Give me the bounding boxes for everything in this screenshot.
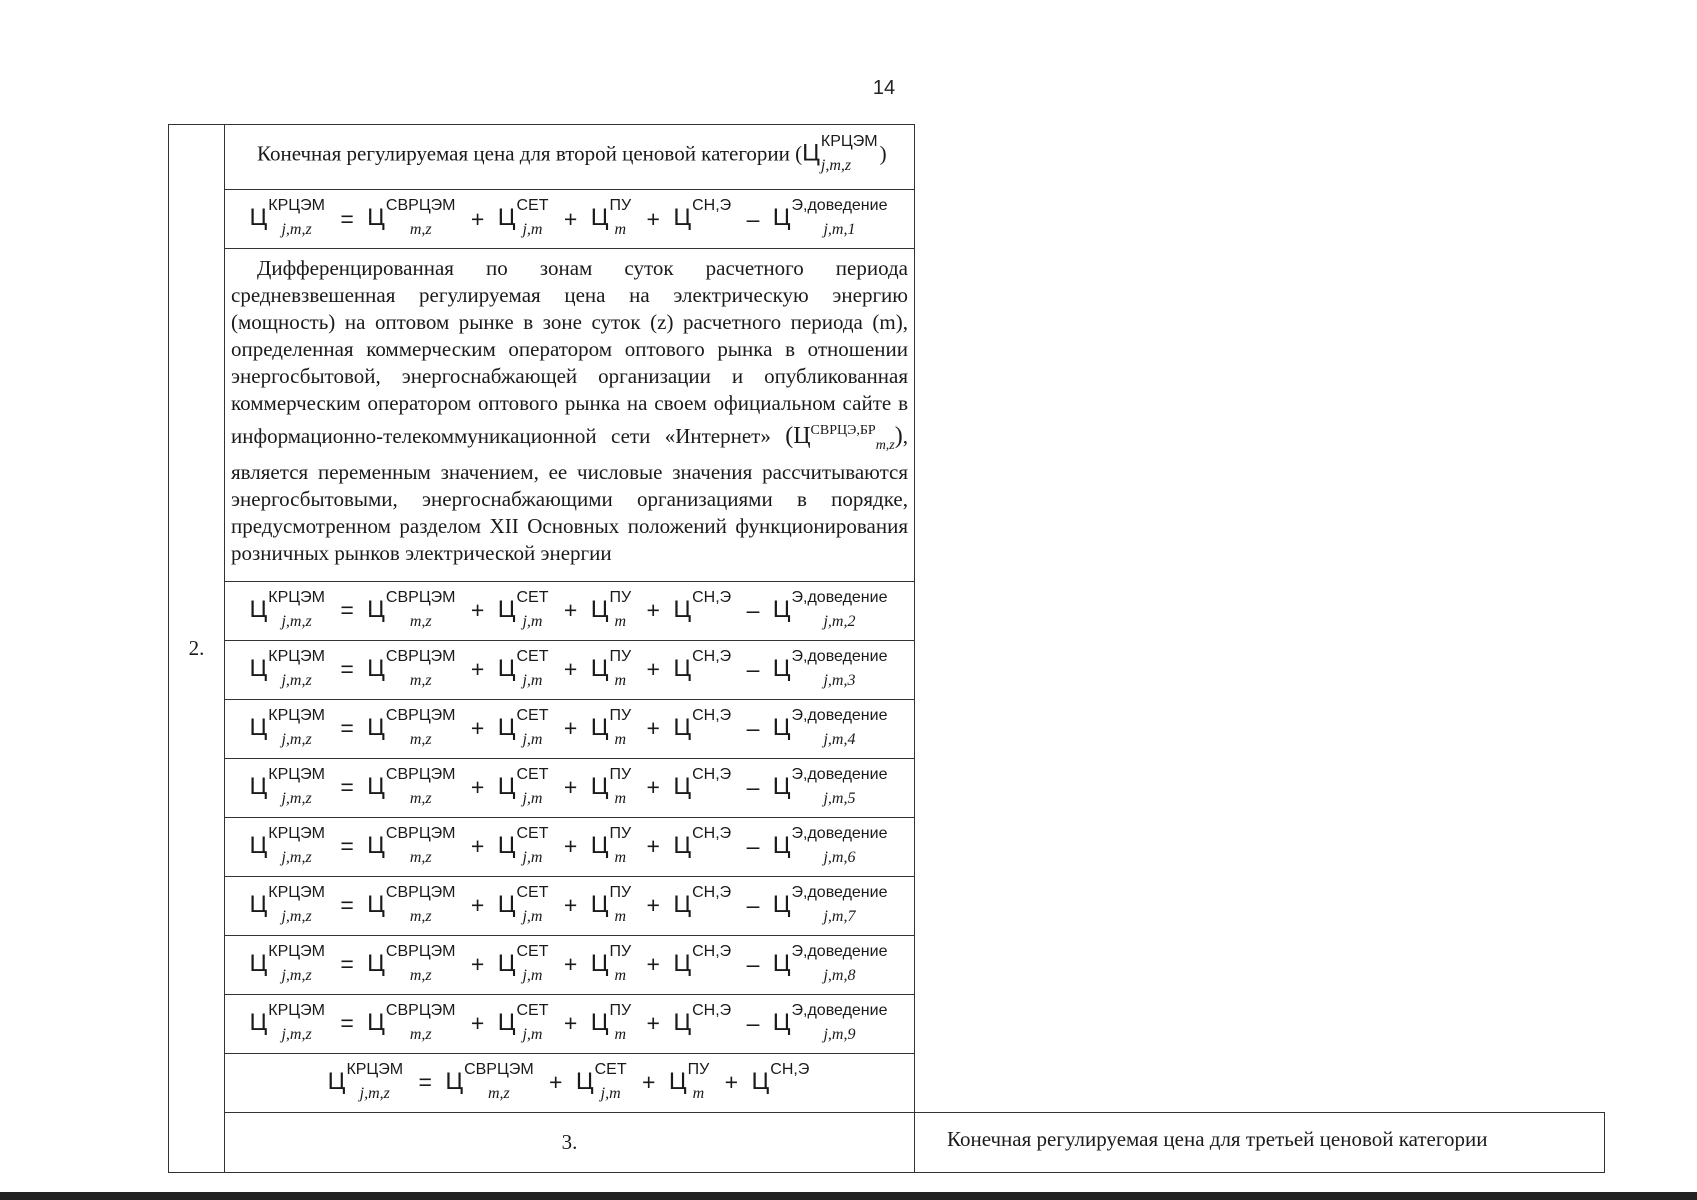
minus-sign: – bbox=[746, 774, 760, 801]
minus-sign: – bbox=[746, 892, 760, 919]
section2-heading-row bbox=[169, 125, 1605, 190]
equals-sign: = bbox=[340, 1010, 354, 1037]
adjustment-term: Ц Э,доведение j,m,8 bbox=[772, 942, 888, 984]
equals-sign: = bbox=[340, 656, 354, 683]
equals-sign: = bbox=[418, 1069, 432, 1096]
inline-price-symbol: $(Ц^{СВРЦЭ,БР}_{m,z})$ bbox=[785, 423, 903, 453]
price-formula bbox=[249, 824, 890, 866]
supplier-markup-term: Ц СН,Э bbox=[673, 197, 732, 232]
network-price-term: Ц СЕТ j,m bbox=[497, 824, 549, 866]
equals-sign: = bbox=[340, 715, 354, 742]
lhs-term: Ц КРЦЭМ j,m,z bbox=[249, 588, 325, 630]
price-formula bbox=[327, 1060, 812, 1102]
formula-cell bbox=[225, 699, 915, 758]
supplier-markup-term: Ц СН,Э bbox=[673, 647, 732, 682]
plus-sign: + bbox=[470, 833, 485, 860]
price-formula bbox=[249, 1001, 890, 1043]
plus-sign: + bbox=[563, 715, 578, 742]
paragraph-part-1: Дифференцированная по зонам суток расчетного периода средневзвешенная регулируемая цена на электрическую энергию (мощность) на оптовом рынке в зоне суток (z) расчетного периода (m), определенная коммерческим оператором оптового рынка в отношении энергосбытовой, энергоснабжающей организации и опубликованная коммерческим оператором оптового рынка на своем официальном сайте в информационно-телекоммуникационной сети «Интернет» bbox=[231, 256, 908, 448]
lhs-term: Ц КРЦЭМ j,m,z bbox=[249, 1001, 325, 1043]
formula-row bbox=[169, 817, 1605, 876]
adjustment-term: Ц Э,доведение j,m,4 bbox=[772, 706, 888, 748]
supplier-markup-term: Ц СН,Э bbox=[673, 824, 732, 859]
infrastructure-price-term: Ц ПУ m bbox=[668, 1060, 710, 1102]
section2-heading-close: ) bbox=[879, 141, 887, 166]
equals-sign: = bbox=[340, 833, 354, 860]
plus-sign: + bbox=[470, 205, 485, 232]
price-formula bbox=[249, 883, 890, 925]
lhs-term: Ц КРЦЭМ j,m,z bbox=[249, 647, 325, 689]
supplier-markup-term: Ц СН,Э bbox=[673, 765, 732, 800]
plus-sign: + bbox=[724, 1069, 739, 1096]
plus-sign: + bbox=[563, 656, 578, 683]
plus-sign: + bbox=[470, 892, 485, 919]
infrastructure-price-term: Ц ПУ m bbox=[590, 1001, 632, 1043]
paragraph-part-2: , является переменным значением, ее числовые значения рассчитываются энергосбытовыми, энергоснабжающими организациями в порядке, предусмотренном разделом XII Основных положений функционирования розничных рынков электрической энергии bbox=[231, 424, 908, 565]
plus-sign: + bbox=[470, 715, 485, 742]
infrastructure-price-term: Ц ПУ m bbox=[590, 942, 632, 984]
formula-cell bbox=[225, 190, 915, 249]
section2-heading-text: Конечная регулируемая цена для второй ценовой категории ( bbox=[257, 141, 803, 166]
price-formula bbox=[249, 588, 890, 630]
supplier-markup-term: Ц СН,Э bbox=[673, 706, 732, 741]
network-price-term: Ц СЕТ j,m bbox=[497, 765, 549, 807]
wholesale-price-term: Ц СВРЦЭМ m,z bbox=[367, 1001, 456, 1043]
lhs-term: Ц КРЦЭМ j,m,z bbox=[249, 706, 325, 748]
equals-sign: = bbox=[340, 597, 354, 624]
supplier-markup-term: Ц СН,Э bbox=[751, 1060, 810, 1095]
adjustment-term: Ц Э,доведение j,m,3 bbox=[772, 647, 888, 689]
infrastructure-price-term: Ц ПУ m bbox=[590, 706, 632, 748]
adjustment-term: Ц Э,доведение j,m,9 bbox=[772, 1001, 888, 1043]
formula-row bbox=[169, 581, 1605, 640]
wholesale-price-term: Ц СВРЦЭМ m,z bbox=[367, 765, 456, 807]
plus-sign: + bbox=[549, 1069, 563, 1096]
adjustment-term: Ц Э,доведение j,m,7 bbox=[772, 883, 888, 925]
plus-sign: + bbox=[563, 597, 578, 624]
lhs-term: Ц КРЦЭМ j,m,z bbox=[327, 1060, 404, 1102]
plus-sign: + bbox=[646, 715, 660, 742]
section2-number: 2. bbox=[169, 125, 225, 1173]
lhs-term: Ц КРЦЭМ j,m,z bbox=[249, 824, 325, 866]
formula-cell bbox=[225, 876, 915, 935]
formula-cell bbox=[225, 640, 915, 699]
adjustment-term: Ц Э,доведение j,m,1 bbox=[772, 197, 888, 238]
formula-cell bbox=[225, 935, 915, 994]
plus-sign: + bbox=[470, 951, 485, 978]
plus-sign: + bbox=[646, 1010, 660, 1037]
price-formula bbox=[249, 647, 890, 689]
plus-sign: + bbox=[646, 774, 660, 801]
section3-row bbox=[169, 1112, 1605, 1172]
plus-sign: + bbox=[646, 597, 660, 624]
formula-row bbox=[169, 699, 1605, 758]
network-price-term: Ц СЕТ j,m bbox=[497, 647, 549, 689]
wholesale-price-term: Ц СВРЦЭМ m,z bbox=[367, 706, 456, 748]
network-price-term: Ц СЕТ j,m bbox=[497, 706, 549, 748]
plus-sign: + bbox=[642, 1069, 656, 1096]
minus-sign: – bbox=[746, 205, 760, 232]
infrastructure-price-term: Ц ПУ m bbox=[590, 588, 632, 630]
infrastructure-price-term: Ц ПУ m bbox=[590, 647, 632, 689]
plus-sign: + bbox=[646, 892, 660, 919]
wholesale-price-term: Ц СВРЦЭМ m,z bbox=[367, 197, 456, 238]
supplier-markup-term: Ц СН,Э bbox=[673, 1001, 732, 1036]
formula-row bbox=[169, 994, 1605, 1053]
price-table bbox=[168, 124, 1605, 1173]
price-formula bbox=[249, 706, 890, 748]
plus-sign: + bbox=[646, 951, 660, 978]
lhs-term: Ц КРЦЭМ j,m,z bbox=[249, 765, 325, 807]
network-price-term: Ц СЕТ j,m bbox=[497, 1001, 549, 1043]
formula-cell bbox=[225, 581, 915, 640]
page-number: 14 bbox=[872, 77, 896, 99]
supplier-markup-term: Ц СН,Э bbox=[673, 942, 732, 977]
equals-sign: = bbox=[340, 774, 354, 801]
adjustment-term: Ц Э,доведение j,m,5 bbox=[772, 765, 888, 807]
section2-paragraph bbox=[225, 249, 914, 581]
price-formula bbox=[249, 197, 890, 238]
minus-sign: – bbox=[746, 951, 760, 978]
wholesale-price-term: Ц СВРЦЭМ m,z bbox=[367, 942, 456, 984]
supplier-markup-term: Ц СН,Э bbox=[673, 883, 732, 918]
formula-cell bbox=[225, 758, 915, 817]
plus-sign: + bbox=[563, 951, 578, 978]
infrastructure-price-term: Ц ПУ m bbox=[590, 765, 632, 807]
minus-sign: – bbox=[746, 833, 760, 860]
plus-sign: + bbox=[563, 1010, 578, 1037]
equals-sign: = bbox=[340, 205, 354, 232]
section2-paragraph-row bbox=[169, 249, 1605, 582]
section3-heading: Конечная регулируемая цена для третьей ценовой категории bbox=[947, 1126, 1488, 1151]
formula-row bbox=[169, 758, 1605, 817]
formula-cell bbox=[225, 1053, 915, 1112]
formula-cell bbox=[225, 817, 915, 876]
section2-heading bbox=[225, 125, 914, 189]
plus-sign: + bbox=[470, 656, 485, 683]
wholesale-price-term: Ц СВРЦЭМ m,z bbox=[367, 588, 456, 630]
formula-row-final bbox=[169, 1053, 1605, 1112]
equals-sign: = bbox=[340, 951, 354, 978]
formula-row bbox=[169, 190, 1605, 249]
plus-sign: + bbox=[470, 1010, 485, 1037]
plus-sign: + bbox=[646, 205, 660, 232]
plus-sign: + bbox=[563, 892, 578, 919]
network-price-term: Ц СЕТ j,m bbox=[497, 588, 549, 630]
equals-sign: = bbox=[340, 892, 354, 919]
plus-sign: + bbox=[646, 656, 660, 683]
wholesale-price-term: Ц СВРЦЭМ m,z bbox=[367, 883, 456, 925]
price-formula bbox=[249, 765, 890, 807]
plus-sign: + bbox=[563, 774, 578, 801]
wholesale-price-term: Ц СВРЦЭМ m,z bbox=[445, 1060, 534, 1102]
plus-sign: + bbox=[563, 833, 578, 860]
formula-row bbox=[169, 640, 1605, 699]
wholesale-price-term: Ц СВРЦЭМ m,z bbox=[367, 824, 456, 866]
section3-number: 3. bbox=[225, 1112, 915, 1172]
minus-sign: – bbox=[746, 715, 760, 742]
adjustment-term: Ц Э,доведение j,m,6 bbox=[772, 824, 888, 866]
wholesale-price-term: Ц СВРЦЭМ m,z bbox=[367, 647, 456, 689]
network-price-term: Ц СЕТ j,m bbox=[497, 942, 549, 984]
infrastructure-price-term: Ц ПУ m bbox=[590, 883, 632, 925]
heading-symbol: Ц КРЦЭМ j,m,z bbox=[802, 133, 878, 174]
adjustment-term: Ц Э,доведение j,m,2 bbox=[772, 588, 888, 630]
plus-sign: + bbox=[646, 833, 660, 860]
plus-sign: + bbox=[470, 597, 485, 624]
formula-row bbox=[169, 876, 1605, 935]
minus-sign: – bbox=[746, 1010, 760, 1037]
minus-sign: – bbox=[746, 656, 760, 683]
network-price-term: Ц СЕТ j,m bbox=[497, 197, 549, 238]
plus-sign: + bbox=[470, 774, 485, 801]
scan-bottom-edge bbox=[0, 1192, 1697, 1200]
network-price-term: Ц СЕТ j,m bbox=[497, 883, 549, 925]
supplier-markup-term: Ц СН,Э bbox=[673, 588, 732, 623]
infrastructure-price-term: Ц ПУ m bbox=[590, 824, 632, 866]
formula-row bbox=[169, 935, 1605, 994]
formula-cell bbox=[225, 994, 915, 1053]
price-formula bbox=[249, 942, 890, 984]
lhs-term: Ц КРЦЭМ j,m,z bbox=[249, 883, 325, 925]
plus-sign: + bbox=[563, 205, 578, 232]
lhs-term: Ц КРЦЭМ j,m,z bbox=[249, 942, 325, 984]
infrastructure-price-term: Ц ПУ m bbox=[590, 197, 632, 238]
network-price-term: Ц СЕТ j,m bbox=[575, 1060, 627, 1102]
lhs-term: Ц КРЦЭМ j,m,z bbox=[249, 197, 325, 238]
minus-sign: – bbox=[746, 597, 760, 624]
